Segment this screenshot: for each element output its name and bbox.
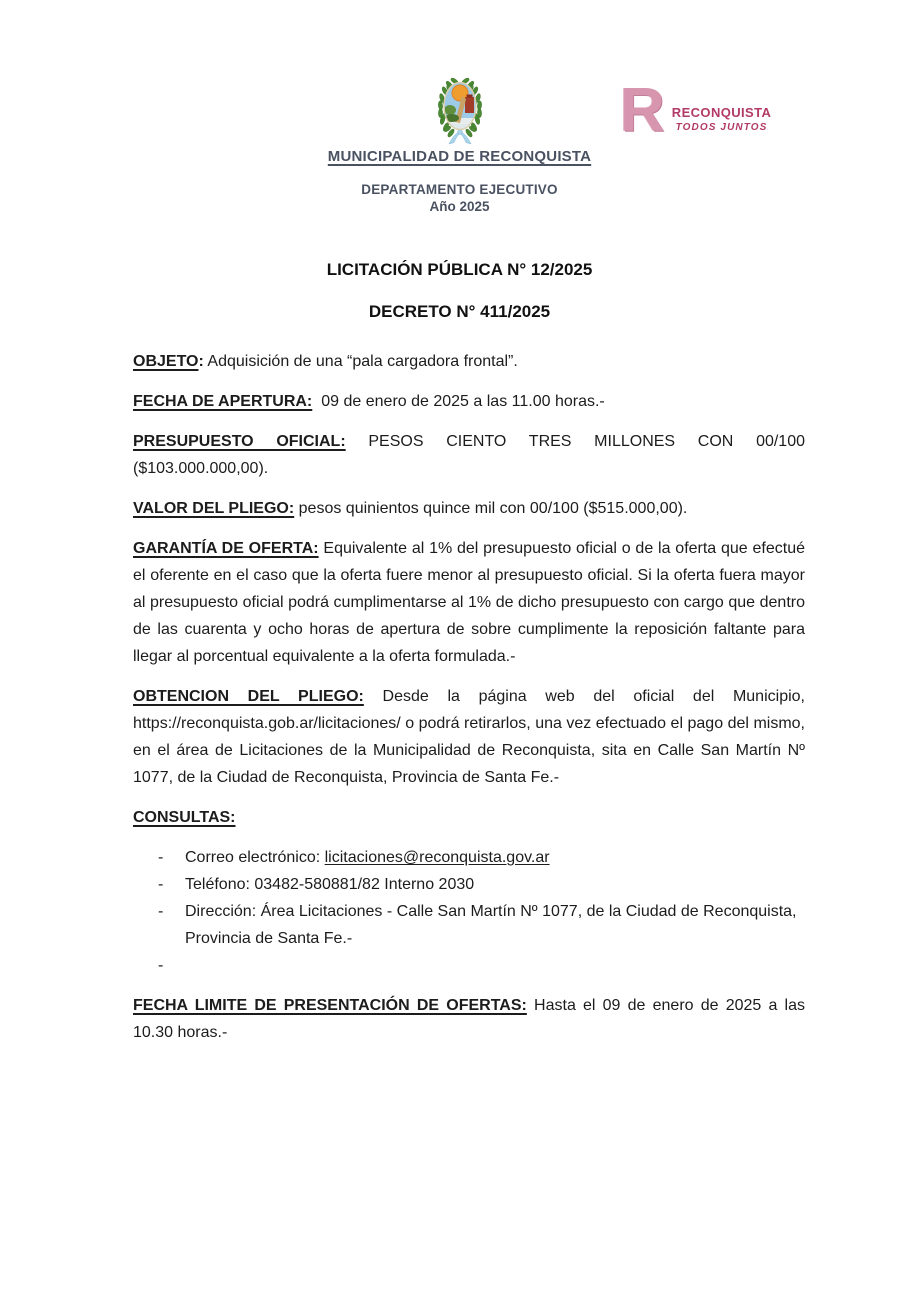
brand-text	[672, 84, 772, 133]
licitacion-title: LICITACIÓN PÚBLICA N° 12/2025	[326, 260, 593, 279]
dash-bullet: -	[158, 903, 164, 920]
brand-r-icon: R	[620, 76, 665, 145]
dash-bullet: -	[158, 849, 164, 866]
fecha-limite-label: FECHA LIMITE DE PRESENTACIÓN DE OFERTAS:	[133, 997, 527, 1014]
coat-of-arms-icon	[421, 72, 499, 146]
list-item-email	[158, 844, 805, 871]
valor-pliego-text: pesos quinientos quince mil con 00/100 ($515.000,00).	[294, 500, 688, 517]
dash-bullet: -	[158, 876, 164, 893]
brand-name: RECONQUISTA	[671, 105, 772, 120]
presupuesto-label: PRESUPUESTO OFICIAL:	[133, 433, 346, 450]
paragraph-valor-pliego	[133, 495, 805, 522]
paragraph-fecha-apertura	[133, 388, 805, 415]
direccion-text: Dirección: Área Licitaciones - Calle San Martín Nº 1077, de la Ciudad de Reconquista, Provincia de Santa Fe.-	[185, 903, 797, 947]
document-body	[0, 348, 919, 1046]
list-item-direccion	[158, 898, 805, 952]
brand-tagline: TODOS JUNTOS	[675, 122, 768, 133]
reconquista-brand-logo	[620, 76, 772, 145]
objeto-text: Adquisición de una “pala cargadora frontal”.	[203, 353, 518, 370]
fecha-limite-text: Hasta el 09 de enero de 2025 a las 10.30 horas.-	[133, 997, 806, 1041]
presupuesto-text: PESOS CIENTO TRES MILLONES CON 00/100 ($103.000.000,00).	[133, 433, 805, 477]
paragraph-garantia	[133, 535, 805, 670]
email-line	[185, 844, 805, 871]
paragraph-presupuesto	[133, 428, 805, 482]
obtencion-text: Desde la página web del oficial del Municipio, https://reconquista.gob.ar/licitaciones/ o podrá retirarlos, una vez efectuado el pago del mismo, en el área de Licitaciones de la Municipalidad de Reconquista, sita en Calle San Martín Nº 1077, de la Ciudad de Reconquista, Provincia de Santa Fe.-	[133, 688, 805, 786]
municipal-header	[295, 0, 625, 214]
garantia-text: Equivalente al 1% del presupuesto oficial o de la oferta que efectué el oferente en el caso que la oferta fuere menor al presupuesto oficial. Si la oferta fuera mayor al presupuesto oficial podrá cumplimentarse al 1% de dicho presupuesto con cargo que dentro de las cuarenta y ocho horas de apertura de sobre cumplimente la reposición faltante para llegar al porcentual equivalente a la oferta formulada.-	[133, 540, 805, 665]
paragraph-obtencion	[133, 683, 805, 791]
telefono-text: Teléfono: 03482-580881/82 Interno 2030	[185, 876, 475, 893]
paragraph-objeto	[133, 348, 805, 375]
email-link[interactable]: licitaciones@reconquista.gov.ar	[324, 849, 550, 866]
consultas-list	[158, 844, 805, 979]
list-item-telefono	[158, 871, 805, 898]
municipality-title: MUNICIPALIDAD DE RECONQUISTA	[327, 148, 592, 165]
fecha-apertura-label: FECHA DE APERTURA:	[133, 393, 313, 410]
garantia-label: GARANTÍA DE OFERTA:	[133, 540, 319, 557]
objeto-separator: :	[198, 353, 204, 370]
valor-pliego-label: VALOR DEL PLIEGO:	[133, 500, 295, 517]
paragraph-fecha-limite	[133, 992, 805, 1046]
department-title: DEPARTAMENTO EJECUTIVO	[361, 182, 558, 197]
decreto-title: DECRETO N° 411/2025	[368, 302, 551, 321]
list-item-empty	[158, 952, 805, 979]
consultas-heading	[133, 804, 805, 831]
email-prefix: Correo electrónico:	[185, 849, 325, 866]
fecha-apertura-text: 09 de enero de 2025 a las 11.00 horas.-	[321, 393, 605, 410]
consultas-label: CONSULTAS:	[133, 809, 236, 826]
obtencion-label: OBTENCION DEL PLIEGO:	[133, 688, 364, 705]
dash-bullet: -	[158, 957, 164, 974]
empty-bullet-text	[185, 952, 805, 979]
objeto-label: OBJETO	[133, 353, 199, 370]
year-label: Año 2025	[429, 199, 490, 214]
